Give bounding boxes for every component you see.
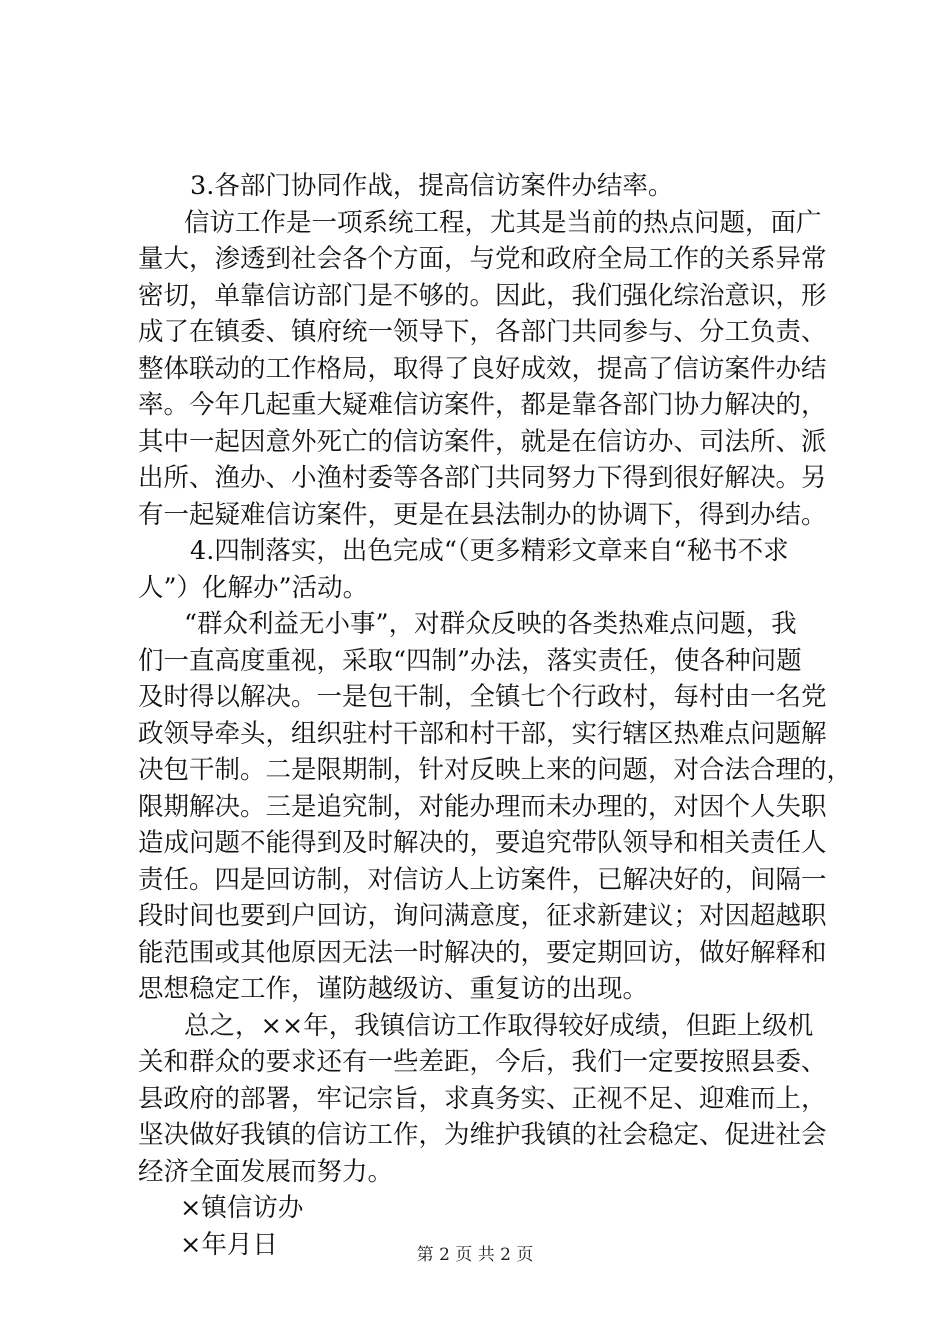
text-line: 坚决做好我镇的信访工作，为维护我镇的社会稳定、促进社会	[138, 1120, 827, 1150]
text-line: 县政府的部署，牢记宗旨，求真务实、正视不足、迎难而上，	[138, 1083, 827, 1114]
text-line: 责任。四是回访制，对信访人上访案件，已解决好的，间隔一	[138, 864, 827, 895]
text-line: 总之，××年，我镇信访工作取得较好成绩，但距上级机	[184, 1010, 814, 1041]
text-line: 政领导牵头，组织驻村干部和村干部，实行辖区热难点问题解	[138, 718, 827, 749]
text-line: 出所、渔办、小渔村委等各部门共同努力下得到很好解决。另	[138, 463, 827, 493]
text-line: 人”）化解办”活动。	[138, 572, 369, 603]
text-line: 决包干制。二是限期制，针对反映上来的问题，对合法合理的，	[138, 755, 853, 785]
text-line: 密切，单靠信访部门是不够的。因此，我们强化综治意识，形	[138, 280, 827, 311]
text-line: 段时间也要到户回访，询问满意度，征求新建议；对因超越职	[138, 901, 827, 931]
page-footer: 第 2 页 共 2 页	[416, 1245, 534, 1265]
document-body	[138, 168, 853, 1263]
text-line: ×镇信访办	[180, 1193, 304, 1223]
text-line: 率。今年几起重大疑难信访案件，都是靠各部门协力解决的，	[138, 390, 827, 420]
text-line: 能范围或其他原因无法一时解决的，要定期回访，做好解释和	[138, 937, 827, 968]
text-line: 关和群众的要求还有一些差距，今后，我们一定要按照县委、	[138, 1047, 827, 1077]
text-line: ×年月日	[180, 1229, 278, 1260]
text-line: 们一直高度重视，采取“四制”办法，落实责任，使各种问题	[138, 645, 802, 676]
text-line: 量大，渗透到社会各个方面，与党和政府全局工作的关系异常	[138, 244, 827, 274]
text-line: 限期解决。三是追究制，对能办理而未办理的，对因个人失职	[138, 791, 827, 822]
text-line: 4.四制落实，出色完成“（更多精彩文章来自“秘书不求	[190, 536, 789, 566]
text-line: 经济全面发展而努力。	[138, 1156, 394, 1187]
text-line: 有一起疑难信访案件，更是在县法制办的协调下，得到办结。	[138, 499, 827, 530]
text-line: 成了在镇委、镇府统一领导下，各部门共同参与、分工负责、	[138, 317, 827, 347]
text-line: 整体联动的工作格局，取得了良好成效，提高了信访案件办结	[138, 353, 827, 384]
text-line: 信访工作是一项系统工程，尤其是当前的热点问题，面广	[184, 207, 822, 238]
text-line: 造成问题不能得到及时解决的，要追究带队领导和相关责任人	[138, 828, 827, 858]
text-line: “群众利益无小事”，对群众反映的各类热难点问题，我	[184, 609, 797, 639]
text-line: 及时得以解决。一是包干制，全镇七个行政村，每村由一名党	[138, 682, 827, 712]
text-line: 思想稳定工作，谨防越级访、重复访的出现。	[138, 974, 649, 1004]
text-line: 3.各部门协同作战，提高信访案件办结率。	[190, 171, 674, 201]
text-line: 其中一起因意外死亡的信访案件，就是在信访办、司法所、派	[138, 426, 827, 457]
